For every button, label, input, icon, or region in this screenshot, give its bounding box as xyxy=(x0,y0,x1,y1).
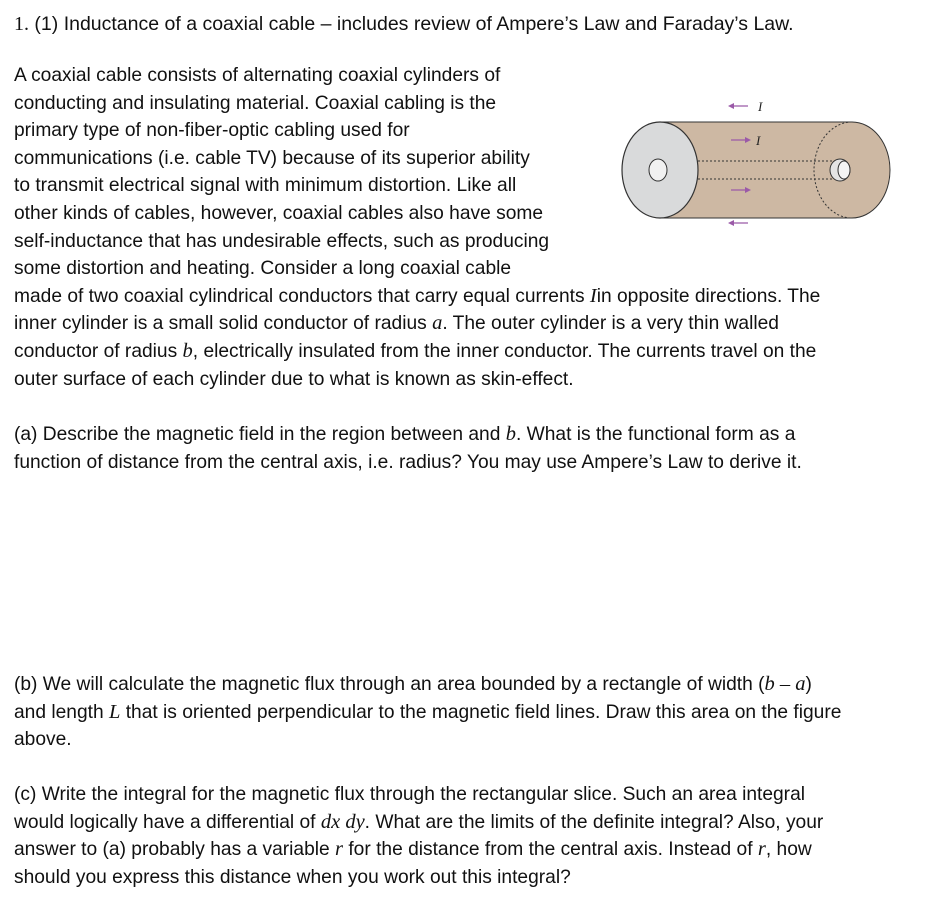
intro-line-4: communications (i.e. cable TV) because of its superior ability xyxy=(14,147,530,169)
part-c-variable-r: r xyxy=(335,838,344,861)
part-b-line-1-text-a: (b) We will calculate the magnetic flux through an area bounded by a rectangle of width ( xyxy=(14,674,765,695)
intro-line-9 xyxy=(14,283,919,311)
outer-current-arrow-bottom-head xyxy=(728,220,734,226)
part-c-line-1: (c) Write the integral for the magnetic flux through the rectangular slice. Such an area integral xyxy=(14,784,806,805)
inner-current-label: I xyxy=(756,133,761,148)
part-b-line-1-text-b: ) xyxy=(805,674,812,695)
intro-line-3: primary type of non-fiber-optic cabling used for xyxy=(14,120,410,142)
part-c-line-3-text-c: , how xyxy=(765,839,812,861)
part-c-line-3-text-b: for the distance from the central axis. Instead of xyxy=(343,839,758,861)
part-a-variable-b: b xyxy=(505,423,516,445)
intro-line-12: outer surface of each cylinder due to what is known as skin-effect. xyxy=(14,368,574,390)
part-b-minus-sign: – xyxy=(774,673,796,695)
problem-number: 1. xyxy=(14,13,29,35)
part-a-question xyxy=(14,421,919,476)
intro-line-6: other kinds of cables, however, coaxial cables also have some xyxy=(14,202,544,224)
near-inner-conductor xyxy=(649,159,667,181)
part-c-line-3 xyxy=(14,836,919,864)
coaxial-cable-figure xyxy=(608,92,908,232)
part-a-line-1 xyxy=(14,421,919,449)
intro-line-9-text-b: in opposite directions. The xyxy=(596,285,821,307)
intro-line-11-text-a: conductor of radius xyxy=(14,340,183,362)
part-c-line-2 xyxy=(14,809,919,837)
part-c-variable-r-2: r xyxy=(757,838,766,861)
part-b-question xyxy=(14,671,919,754)
part-b-variable-b: b xyxy=(764,673,775,695)
coaxial-cable-svg xyxy=(608,92,908,232)
part-c-differential: dx dy xyxy=(320,810,365,833)
current-variable-I: I xyxy=(589,284,597,307)
part-b-variable-L: L xyxy=(108,700,121,723)
problem-heading xyxy=(14,10,914,38)
part-b-line-2-text-b: that is oriented perpendicular to the magnetic field lines. Draw this area on the figure xyxy=(120,701,842,723)
intro-line-10 xyxy=(14,310,919,338)
radius-variable-a: a xyxy=(432,312,443,335)
intro-line-10-text-a: inner cylinder is a small solid conductor of radius xyxy=(14,313,433,335)
part-c-line-3-text-a: answer to (a) probably has a variable xyxy=(14,839,336,861)
part-c-line-2-text-b: . What are the limits of the definite integral? Also, your xyxy=(364,811,824,833)
part-c-line-4: should you express this distance when you work out this integral? xyxy=(14,866,571,888)
part-c-line-2-text-a: would logically have a differential of xyxy=(14,811,321,833)
part-b-variable-a: a xyxy=(795,673,806,695)
intro-line-11 xyxy=(14,338,919,366)
part-b-line-2-text-a: and length xyxy=(14,701,109,723)
part-b-line-1 xyxy=(14,671,919,699)
intro-line-8: some distortion and heating. Consider a long coaxial cable xyxy=(14,258,512,280)
part-a-line-1-text-a: (a) Describe the magnetic field in the region between and xyxy=(14,424,506,445)
intro-line-9-text-a: made of two coaxial cylindrical conductors that carry equal currents xyxy=(14,285,590,307)
problem-points: (1) xyxy=(34,13,59,35)
outer-current-arrow-top-head xyxy=(728,103,734,109)
outer-current-label: I xyxy=(758,99,763,114)
intro-line-2: conducting and insulating material. Coaxial cabling is the xyxy=(14,92,497,114)
far-inner-conductor-face xyxy=(838,161,850,179)
part-b-line-3: above. xyxy=(14,729,72,751)
intro-line-5: to transmit electrical signal with minimum distortion. Like all xyxy=(14,175,517,197)
intro-line-10-text-b: . The outer cylinder is a very thin walled xyxy=(442,313,779,335)
part-c-question xyxy=(14,781,919,891)
intro-line-11-text-b: , electrically insulated from the inner conductor. The currents travel on the xyxy=(192,340,817,362)
radius-variable-b: b xyxy=(182,339,193,362)
part-b-line-2 xyxy=(14,699,919,727)
intro-line-1: A coaxial cable consists of alternating coaxial cylinders of xyxy=(14,65,501,86)
part-a-line-2: function of distance from the central axis, i.e. radius? You may use Ampere’s Law to derive it. xyxy=(14,451,802,473)
intro-line-7: self-inductance that has undesirable effects, such as producing xyxy=(14,230,550,252)
part-a-line-1-text-b: . What is the functional form as a xyxy=(515,424,796,445)
problem-title: Inductance of a coaxial cable – includes review of Ampere’s Law and Faraday’s Law. xyxy=(63,13,794,35)
